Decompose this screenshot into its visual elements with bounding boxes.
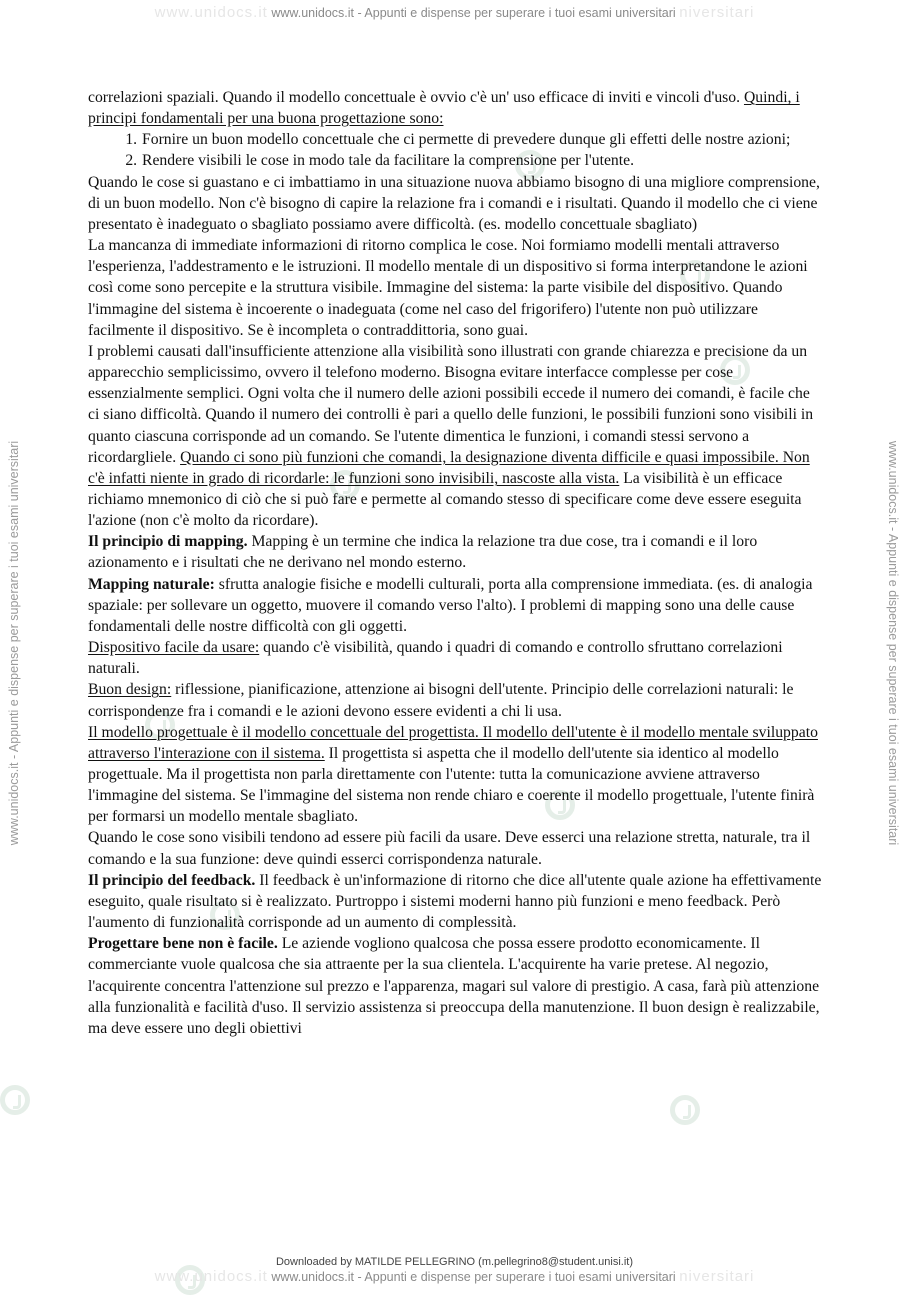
- underlined-text: Quando ci sono più funzioni che comandi, la designazione diventa difficile e quasi impossibile. Non c'è infatti niente in grado di ricordarle: le funzioni sono invisibili, nascoste alla vista.: [88, 448, 810, 487]
- paragraph: Mapping naturale: sfrutta analogie fisiche e modelli culturali, porta alla comprensione immediata. (es. di analogia spaziale: per sollevare un oggetto, muovere il comando verso l'alto). I problemi di mapping sono una delle cause fondamentali delle nostre difficoltà con gli oggetti.: [88, 575, 813, 635]
- watermark-faint-left: www.unidocs.it: [154, 4, 268, 21]
- paragraph: Dispositivo facile da usare: quando c'è visibilità, quando i quadri di comando e controllo sfruttano correlazioni naturali.: [88, 639, 783, 678]
- watermark-left: www.unidocs.it - Appunti e dispense per superare i tuoi esami universitari: [7, 440, 21, 846]
- watermark-bottom-text: www.unidocs.it - Appunti e dispense per superare i tuoi esami universitari: [271, 1270, 676, 1284]
- download-footer: [0, 1256, 909, 1268]
- watermark-right: www.unidocs.it - Appunti e dispense per superare i tuoi esami universitari: [886, 440, 900, 846]
- unidocs-logo-icon: [670, 1095, 700, 1125]
- footer-email-link[interactable]: m.pellegrino8@student.unisi.it: [481, 1256, 630, 1268]
- unidocs-logo-icon: [0, 1085, 30, 1115]
- footer-label: Downloaded by MATILDE PELLEGRINO (: [275, 1256, 482, 1268]
- section-heading: Il principio del feedback.: [88, 871, 256, 889]
- paragraph: Progettare bene non è facile. Le aziende vogliono qualcosa che possa essere prodotto economicamente. Il commerciante vuole qualcosa che sia attraente per la sua clientela. L'acquirente ha varie pretese. Al negozio, l'acquirente concentra l'attenzione sul prezzo e l'apparenza, magari sul valore di prestigio. A casa, farà più attenzione alla funzionalità e facilità d'uso. Il servizio assistenza si preoccupa della manutenzione. Il buon design è realizzabile, ma deve essere uno degli obiettivi: [88, 935, 820, 1037]
- document-body: [88, 87, 823, 1039]
- paragraph: correlazioni spaziali. Quando il modello concettuale è ovvio c'è un' uso efficace di inviti e vincoli d'uso. Quindi, i principi fondamentali per una buona progettazione sono:: [88, 89, 800, 128]
- principles-list: [88, 129, 823, 171]
- paragraph: La mancanza di immediate informazioni di ritorno complica le cose. Noi formiamo modelli mentali attraverso l'esperienza, l'addestramento e le istruzioni. Il modello mentale di un dispositivo si forma interpretandone le azioni così come sono percepite e la struttura visibile. Immagine del sistema: la parte visibile del dispositivo. Quando l'immagine del sistema è incoerente o inadeguata (come nel caso del frigorifero) l'utente non può utilizzare facilmente il dispositivo. Se è incompleta o contraddittoria, sono guai.: [88, 237, 808, 339]
- paragraph: Quando le cose sono visibili tendono ad essere più facili da usare. Deve esserci una relazione stretta, naturale, tra il comando e la sua funzione: deve quindi esserci corrispondenza naturale.: [88, 829, 811, 868]
- section-heading: Mapping naturale:: [88, 575, 215, 593]
- paragraph: I problemi causati dall'insufficiente attenzione alla visibilità sono illustrati con grande chiarezza e precisione da un apparecchio semplicissimo, ovvero il telefono moderno. Bisogna evitare interfacce complesse per cose essenzialmente semplici. Ogni volta che il numero delle azioni possibili eccede il numero dei comandi, è facile che ci siano difficoltà. Quando il numero dei controlli è pari a quello delle funzioni, le possibili funzioni sono visibili in quanto ciascuna corrisponde ad un comando. Se l'utente dimentica le funzioni, i comandi stessi servono a ricordargliele. Quando ci sono più funzioni che comandi, la designazione diventa difficile e quasi impossibile. Non c'è infatti niente in grado di ricordarle: le funzioni sono invisibili, nascoste alla vista. La visibilità è un efficace richiamo mnemonico di ciò che si può fare e permette al comando stesso di specificare come deve essere eseguita l'azione (non c'è molto da ricordare).: [88, 342, 814, 530]
- footer-close: ): [629, 1256, 634, 1268]
- watermark-top-text: www.unidocs.it - Appunti e dispense per superare i tuoi esami universitari: [271, 6, 676, 20]
- watermark-faint-right: niversitari: [679, 4, 755, 21]
- paragraph: Il principio di mapping. Mapping è un termine che indica la relazione tra due cose, tra i comandi e il loro azionamento e i risultati che ne derivano nel mondo esterno.: [88, 533, 758, 572]
- section-heading: Progettare bene non è facile.: [88, 935, 278, 953]
- underlined-text: Buon design:: [88, 681, 172, 699]
- paragraph: Quando le cose si guastano e ci imbattiamo in una situazione nuova abbiamo bisogno di una migliore comprensione, di un buon modello. Non c'è bisogno di capire la relazione fra i comandi e i risultati. Quando il modello che ci viene presentato è inadeguato o sbagliato possiamo avere difficoltà. (es. modello concettuale sbagliato): [88, 173, 820, 233]
- underlined-text: Dispositivo facile da usare:: [88, 639, 260, 657]
- watermark-faint-right: niversitari: [679, 1268, 755, 1285]
- paragraph: Il modello progettuale è il modello concettuale del progettista. Il modello dell'utente è il modello mentale sviluppato attraverso l'interazione con il sistema. Il progettista si aspetta che il modello dell'utente sia identico al modello progettuale. Ma il progettista non parla direttamente con l'utente: tutta la comunicazione avviene attraverso l'immagine del sistema. Se l'immagine del sistema non rende chiaro e coerente il modello progettuale, l'utente finirà per formarsi un modello mentale sbagliato.: [88, 723, 818, 826]
- section-heading: Il principio di mapping.: [88, 533, 248, 551]
- watermark-top: [0, 4, 909, 21]
- underlined-text: Quindi, i principi fondamentali per una buona progettazione sono:: [88, 89, 800, 128]
- paragraph: Il principio del feedback. Il feedback è un'informazione di ritorno che dice all'utente quale azione ha effettivamente eseguito, quale risultato si è realizzato. Purtroppo i sistemi moderni hanno più funzioni e meno feedback. Però l'aumento di funzionalità corrisponde ad un aumento di complessità.: [88, 871, 822, 932]
- watermark-bottom: [0, 1268, 909, 1285]
- list-item: 1. Fornire un buon modello concettuale che ci permette di prevedere dunque gli effetti delle nostre azioni;: [141, 129, 823, 150]
- paragraph: Buon design: riflessione, pianificazione, attenzione ai bisogni dell'utente. Principio delle correlazioni naturali: le corrispondenze fra i comandi e le azioni devono essere evidenti a chi li usa.: [88, 681, 794, 720]
- list-item: 2. Rendere visibili le cose in modo tale da facilitare la comprensione per l'utente.: [141, 150, 823, 171]
- underlined-text: Il modello progettuale è il modello concettuale del progettista. Il modello dell'utente è il modello mentale sviluppato attraverso l'interazione con il sistema.: [88, 723, 818, 762]
- watermark-faint-left: www.unidocs.it: [154, 1268, 268, 1285]
